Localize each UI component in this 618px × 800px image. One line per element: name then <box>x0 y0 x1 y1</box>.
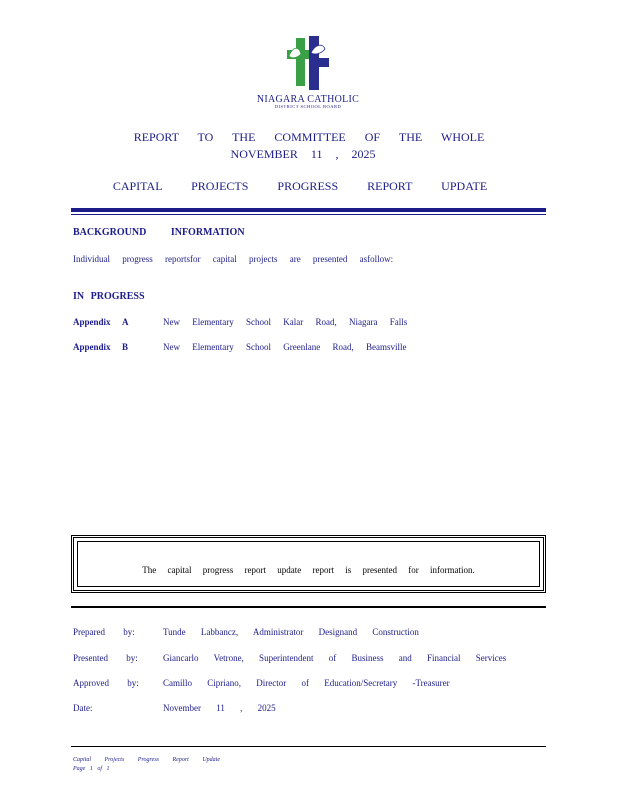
signature-value: November 11 , 2025 <box>163 703 276 713</box>
appendix-label: Appendix <box>73 342 111 352</box>
appendix-label: Appendix <box>73 317 111 327</box>
recommendation-text: The capital progress report update report is presented for information. <box>142 565 475 575</box>
footer-page-number: Page 1 of 1 <box>73 766 110 772</box>
report-date: NOVEMBER 11 , 2025 <box>230 147 376 161</box>
niagara-catholic-logo-icon <box>285 36 329 90</box>
signature-value: Giancarlo Vetrone, Superintendent of Business and Financial Services <box>163 653 507 663</box>
signature-label: Approved by: <box>73 678 139 688</box>
signature-value: Camillo Cipriano, Director of Education/Secretary -Treasurer <box>163 678 450 688</box>
signature-value: Tunde Labbancz, Administrator Designand Construction <box>163 627 419 637</box>
page-title: CAPITAL PROJECTS PROGRESS REPORT UPDATE <box>112 179 488 193</box>
recommendation-box <box>71 535 546 593</box>
appendix-description: New Elementary School Greenlane Road, Beamsville <box>163 342 407 352</box>
header-divider-thick <box>71 208 546 212</box>
logo-wordmark: NIAGARA CATHOLIC <box>256 94 360 105</box>
appendix-letter: B <box>122 342 129 352</box>
signature-row <box>73 653 553 665</box>
background-text: Individual progress reportsfor capital projects are presented asfollow: <box>73 254 394 264</box>
signature-divider <box>71 606 546 608</box>
signature-row <box>73 678 553 690</box>
footer-divider <box>71 746 546 747</box>
appendix-letter: A <box>122 317 129 327</box>
appendix-description: New Elementary School Kalar Road, Niagara Falls <box>163 317 408 327</box>
signature-row <box>73 627 553 639</box>
in-progress-heading: IN PROGRESS <box>73 291 145 302</box>
header-divider-thin <box>71 214 546 215</box>
recommendation-inner-border <box>77 541 540 587</box>
footer-title: Capital Projects Progress Report Update <box>73 757 220 763</box>
signature-row <box>73 703 553 715</box>
signature-label: Presented by: <box>73 653 138 663</box>
background-heading: BACKGROUND INFORMATION <box>73 227 245 238</box>
report-heading: REPORT TO THE COMMITTEE OF THE WHOLE <box>133 130 485 144</box>
signature-label: Date: <box>73 703 93 713</box>
logo-subtitle: DISTRICT SCHOOL BOARD <box>274 104 342 109</box>
signature-label: Prepared by: <box>73 627 135 637</box>
